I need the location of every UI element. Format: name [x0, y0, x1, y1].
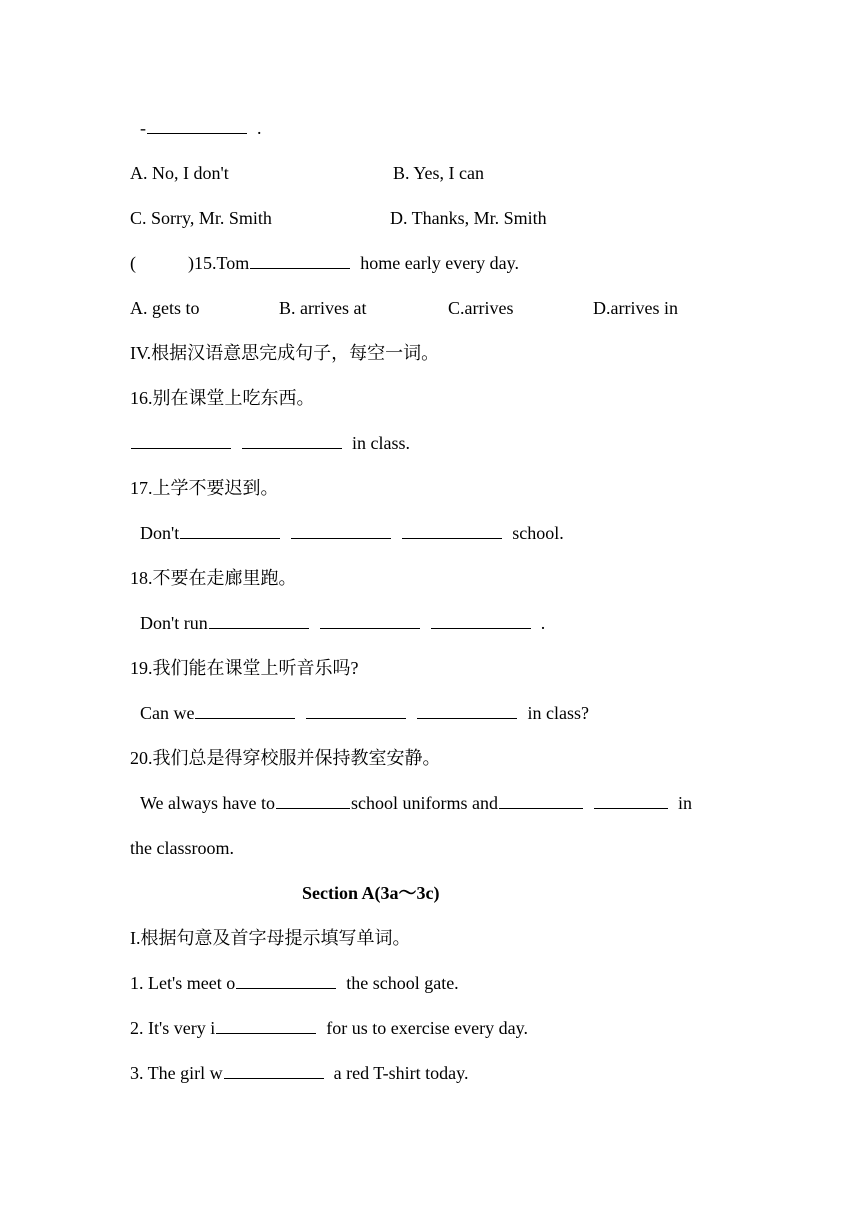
answer-blank[interactable] [320, 614, 420, 629]
q20-line2: the classroom. [130, 838, 234, 858]
q19-lead: Can we [140, 703, 195, 723]
answer-blank[interactable] [147, 119, 247, 134]
answer-blank[interactable] [276, 794, 350, 809]
answer-blank[interactable] [216, 1019, 316, 1034]
q18-chinese: 18.不要在走廊里跑。 [130, 568, 297, 588]
q15-option-a: A. gets to [130, 298, 200, 318]
a-q3-tail: a red T-shirt today. [333, 1063, 469, 1083]
q17-chinese: 17.上学不要迟到。 [130, 478, 279, 498]
a-q2-tail: for us to exercise every day. [326, 1018, 528, 1038]
q17-lead: Don't [140, 523, 180, 543]
q17-answer-line [140, 522, 564, 544]
q18-tail: . [540, 613, 546, 633]
q14-answer-line [140, 117, 262, 139]
a-q1-lead: 1. Let's meet o [130, 973, 236, 993]
a-q1 [130, 972, 459, 994]
section-iv-heading: IV.根据汉语意思完成句子，每空一词。 [130, 343, 440, 363]
answer-blank[interactable] [195, 704, 295, 719]
q14-option-b: B. Yes, I can [393, 163, 485, 183]
answer-blank[interactable] [131, 434, 231, 449]
q19-answer-line [140, 702, 589, 724]
q19-tail: in class? [527, 703, 589, 723]
q14-option-a: A. No, I don't [130, 163, 229, 183]
q17-tail: school. [512, 523, 564, 543]
q14-option-d: D. Thanks, Mr. Smith [390, 208, 547, 228]
q20-mid: school uniforms and [351, 793, 498, 813]
q19-chinese: 19.我们能在课堂上听音乐吗? [130, 658, 359, 678]
answer-blank[interactable] [402, 524, 502, 539]
answer-blank[interactable] [431, 614, 531, 629]
section-a-heading: I.根据句意及首字母提示填写单词。 [130, 928, 411, 948]
answer-blank[interactable] [594, 794, 668, 809]
q14-option-c: C. Sorry, Mr. Smith [130, 208, 272, 228]
answer-blank[interactable] [291, 524, 391, 539]
answer-blank[interactable] [236, 974, 336, 989]
q15-tail: home early every day. [360, 253, 519, 273]
q16-tail: in class. [352, 433, 410, 453]
q20-tail: in [677, 793, 692, 813]
q16-answer-line [130, 432, 410, 454]
answer-blank[interactable] [224, 1064, 324, 1079]
answer-blank[interactable] [180, 524, 280, 539]
q15-question [130, 252, 519, 274]
q14-suffix: . [257, 118, 262, 138]
q16-chinese: 16.别在课堂上吃东西。 [130, 388, 315, 408]
answer-paren-open: ( [130, 253, 136, 273]
q20-answer-line [140, 792, 692, 814]
answer-blank[interactable] [209, 614, 309, 629]
answer-blank[interactable] [242, 434, 342, 449]
a-q3 [130, 1062, 468, 1084]
answer-blank[interactable] [250, 254, 350, 269]
q20-lead: We always have to [140, 793, 275, 813]
q15-option-b: B. arrives at [279, 298, 367, 318]
answer-blank[interactable] [417, 704, 517, 719]
answer-blank[interactable] [306, 704, 406, 719]
q18-lead: Don't run [140, 613, 208, 633]
q15-option-d: D.arrives in [593, 298, 678, 318]
q15-option-c: C.arrives [448, 298, 514, 318]
q15-stem: )15.Tom [188, 253, 250, 273]
a-q2-lead: 2. It's very i [130, 1018, 216, 1038]
a-q3-lead: 3. The girl w [130, 1063, 223, 1083]
q14-prefix: - [140, 118, 146, 138]
section-a-title: Section A(3a～3c) [302, 883, 440, 903]
q20-chinese: 20.我们总是得穿校服并保持教室安静。 [130, 748, 441, 768]
a-q2 [130, 1017, 528, 1039]
q18-answer-line [140, 612, 545, 634]
answer-blank[interactable] [499, 794, 583, 809]
a-q1-tail: the school gate. [346, 973, 459, 993]
